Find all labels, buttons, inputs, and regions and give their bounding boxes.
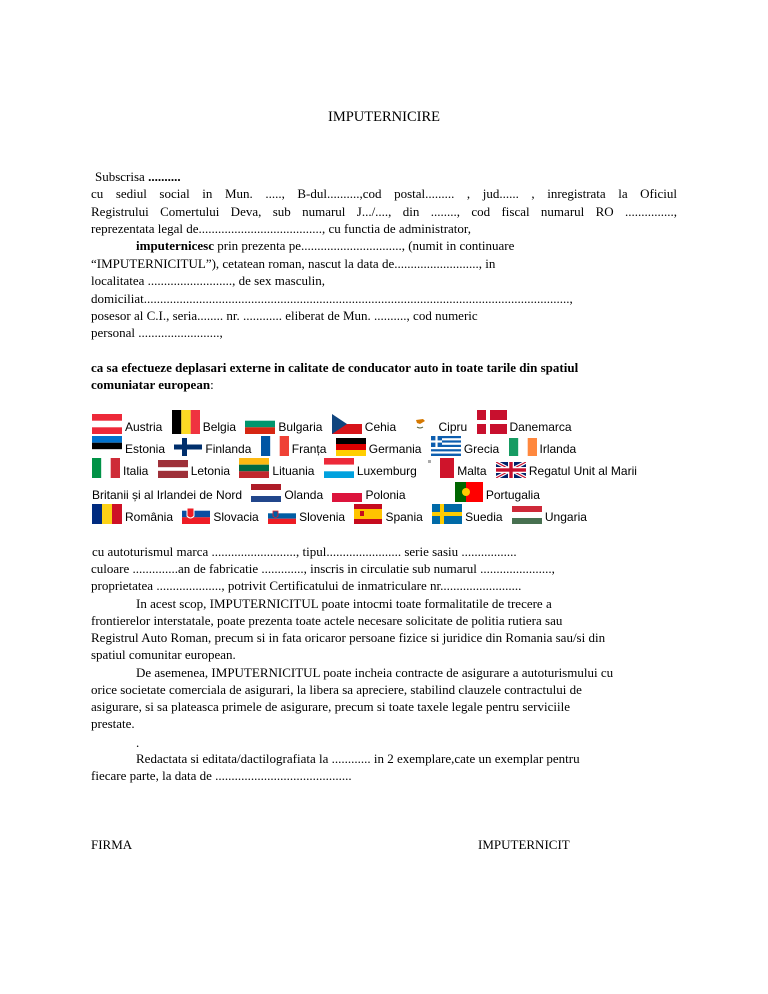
para2-line-2: orice societate comerciala de asigurari, la libera sa apreciere, stabilind clauzele contractului de <box>91 682 582 697</box>
austria-flag-icon <box>92 414 122 434</box>
purpose-line-2 <box>91 377 214 393</box>
bulgaria-flag-icon <box>245 414 275 434</box>
greece-flag-icon <box>431 436 461 456</box>
country-estonia: Estonia <box>125 442 166 456</box>
para2-line-3: asigurare, si sa plateasca primele de asigurare, precum si toate taxele legale pentru serviciile <box>91 699 570 714</box>
country-italia: Italia <box>123 464 149 478</box>
country-ungaria: Ungaria <box>544 510 587 524</box>
lithuania-flag-icon <box>239 458 269 478</box>
slovakia-flag-icon <box>182 504 210 524</box>
country-suedia: Suedia <box>465 510 503 524</box>
para3-line-1: Redactata si editata/dactilografiata la ............ in 2 exemplare,cate un exemplar pentru <box>136 751 580 766</box>
flags-row-5 <box>92 504 593 524</box>
uk-flag-icon <box>496 462 526 478</box>
country-cipru: Cipru <box>438 420 468 434</box>
belgium-flag-icon <box>172 410 200 434</box>
flags-row-4 <box>92 482 546 502</box>
flags-row-2 <box>92 436 582 456</box>
country-spania: Spania <box>385 510 423 524</box>
country-letonia: Letonia <box>190 464 231 478</box>
germany-flag-icon <box>336 438 366 456</box>
subscrisa-dots: .......... <box>148 169 181 184</box>
imputernicesc-word: imputernicesc <box>136 238 214 253</box>
para2-line-4: prestate. <box>91 716 135 731</box>
intro-line-4-rest: prin prezenta pe..............................., (numit in continuare <box>213 238 515 253</box>
country-malta: Malta <box>457 464 487 478</box>
france-flag-icon <box>261 436 289 456</box>
spain-flag-icon <box>354 504 382 524</box>
intro-line-2: Registrului Comertului Deva, sub numarul J.../...., din ........, cod fiscal numarul RO ..............., <box>91 204 677 219</box>
country-belgia: Belgia <box>202 420 237 434</box>
netherlands-flag-icon <box>251 484 281 502</box>
latvia-flag-icon <box>158 460 188 478</box>
vehicle-line-3: proprietatea ...................., potrivit Certificatului de inmatriculare nr......................... <box>91 578 522 593</box>
country-uk-line-2: Britanii și al Irlandei de Nord <box>92 488 243 502</box>
country-finlanda: Finlanda <box>205 442 252 456</box>
luxembourg-flag-icon <box>324 458 354 478</box>
intro-line-8: posesor al C.I., seria........ nr. ............ eliberat de Mun. .........., cod numeric <box>91 308 478 323</box>
signature-imputernicit: IMPUTERNICIT <box>478 837 570 852</box>
country-austria: Austria <box>125 420 163 434</box>
country-bulgaria: Bulgaria <box>278 420 323 434</box>
subscrisa-label: Subscrisa <box>95 169 145 184</box>
para1-line-3: Registrul Auto Roman, precum si in fata oricaror persoane fizice si juridice din Romania sau/si din <box>91 630 606 645</box>
country-uk-line-1: Regatul Unit al Marii <box>528 464 637 478</box>
flags-row-1 <box>92 410 578 434</box>
country-cehia: Cehia <box>364 420 397 434</box>
country-luxemburg: Luxemburg <box>356 464 417 478</box>
country-grecia: Grecia <box>463 442 500 456</box>
intro-line-4 <box>136 238 514 254</box>
flags-row-3 <box>92 458 643 478</box>
stray-dot: . <box>136 735 140 750</box>
intro-line-9: personal ........................., <box>91 325 223 340</box>
intro-line-6: localitatea .........................., de sex masculin, <box>91 273 325 288</box>
purpose-colon: : <box>210 377 214 392</box>
cyprus-flag-icon <box>405 414 435 434</box>
document-title: IMPUTERNICIRE <box>328 109 440 125</box>
poland-flag-icon <box>332 484 362 502</box>
subscrisa-line <box>95 169 181 185</box>
intro-line-7: domiciliat..................................................................................................................................., <box>91 291 573 306</box>
slovenia-flag-icon <box>268 508 296 524</box>
country-germania: Germania <box>368 442 422 456</box>
intro-line-3: reprezentata legal de......................................, cu functia de administrator, <box>91 221 471 236</box>
intro-line-5: “IMPUTERNICITUL”), cetatean roman, nascut la data de.........................., in <box>91 256 496 271</box>
country-lituania: Lituania <box>272 464 315 478</box>
vehicle-line-1: cu autoturismul marca .........................., tipul....................... serie sasiu ................. <box>92 544 517 559</box>
hungary-flag-icon <box>512 506 542 524</box>
malta-flag-icon <box>426 458 454 478</box>
para3-line-2: fiecare parte, la data de .......................................... <box>91 768 352 783</box>
para2-line-1: De asemenea, IMPUTERNICITUL poate incheia contracte de asigurare a autoturismului cu <box>136 665 614 680</box>
country-franta: Franța <box>291 442 327 456</box>
country-portugalia: Portugalia <box>485 488 540 502</box>
romania-flag-icon <box>92 504 122 524</box>
purpose-line-2-bold: comuniatar european <box>91 377 211 392</box>
sweden-flag-icon <box>432 504 462 524</box>
para1-line-1: In acest scop, IMPUTERNICITUL poate intocmi toate formalitatile de trecere a <box>136 596 552 611</box>
czech-flag-icon <box>332 414 362 434</box>
para1-line-4: spatiul comunitar european. <box>91 647 236 662</box>
country-slovacia: Slovacia <box>213 510 259 524</box>
italy-flag-icon <box>92 458 120 478</box>
vehicle-line-2: culoare ..............an de fabricatie ............., inscris in circulatie sub numarul ......................, <box>91 561 555 576</box>
portugal-flag-icon <box>455 482 483 502</box>
intro-line-1: cu sediul social in Mun. ....., B-dul..........,cod postal......... , jud...... , inregistrata la Oficiul <box>91 186 677 201</box>
signature-firma: FIRMA <box>91 837 133 852</box>
country-romania: România <box>125 510 174 524</box>
estonia-flag-icon <box>92 436 122 456</box>
purpose-line-1: ca sa efectueze deplasari externe in calitate de conducator auto in toate tarile din spatiul <box>91 360 579 375</box>
country-irlanda: Irlanda <box>539 442 577 456</box>
para1-line-2: frontierelor interstatale, poate prezenta toate actele necesare solicitate de politia rutiera sau <box>91 613 563 628</box>
country-slovenia: Slovenia <box>299 510 346 524</box>
country-polonia: Polonia <box>365 488 406 502</box>
country-danemarca: Danemarca <box>509 420 572 434</box>
denmark-flag-icon <box>477 410 507 434</box>
ireland-flag-icon <box>509 438 537 456</box>
country-olanda: Olanda <box>284 488 324 502</box>
finland-flag-icon <box>174 438 202 456</box>
